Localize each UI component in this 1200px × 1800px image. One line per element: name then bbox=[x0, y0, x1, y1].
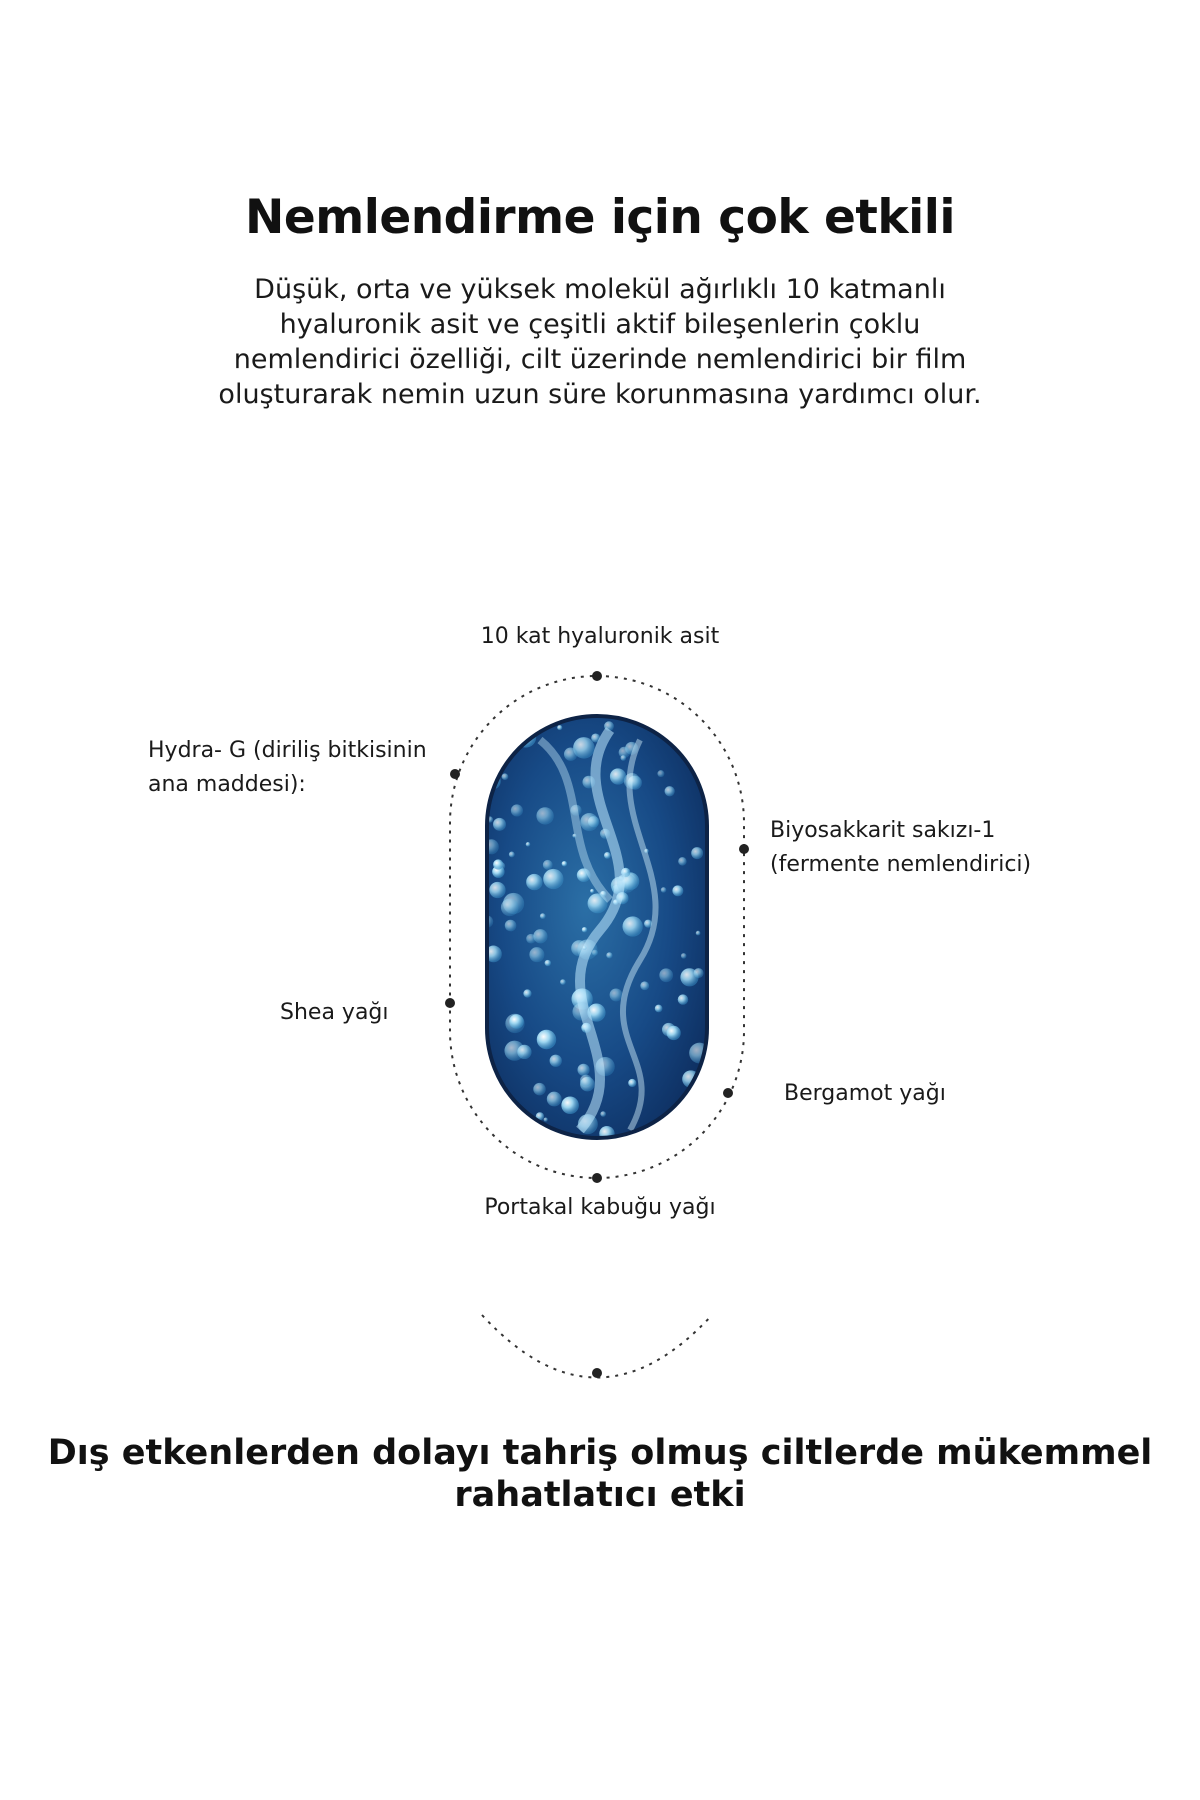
dot-bottom bbox=[592, 1173, 602, 1183]
bubble bbox=[509, 1014, 524, 1029]
bubble bbox=[502, 773, 509, 780]
bubble bbox=[610, 988, 623, 1001]
bubble bbox=[536, 807, 553, 824]
page-title: Nemlendirme için çok etkili bbox=[245, 190, 955, 245]
bubble bbox=[667, 1026, 681, 1040]
bubble bbox=[509, 852, 515, 858]
bubble bbox=[560, 979, 566, 985]
dot-left bbox=[445, 998, 455, 1008]
soothing-title: Dış etkenlerden dolayı tahriş olmuş ciltlerde mükemmel rahatlatıcı etki bbox=[47, 1433, 1153, 1515]
bubble bbox=[543, 869, 563, 889]
bubble bbox=[543, 860, 553, 870]
bubble bbox=[606, 952, 612, 958]
bubble bbox=[550, 1055, 562, 1067]
bubble bbox=[621, 755, 627, 761]
bubble bbox=[562, 861, 567, 866]
label-left-ingredient: Shea yağı bbox=[280, 1000, 389, 1025]
bubble bbox=[590, 889, 594, 893]
bubble bbox=[557, 725, 562, 730]
label-bottom-right-ingredient: Bergamot yağı bbox=[784, 1081, 946, 1106]
bubble bbox=[657, 770, 664, 777]
bubble bbox=[545, 960, 551, 966]
bubble bbox=[526, 874, 542, 890]
bubble bbox=[508, 713, 525, 730]
bubble bbox=[640, 981, 649, 990]
bubble bbox=[493, 818, 506, 831]
bubble bbox=[489, 882, 505, 898]
bubble bbox=[604, 852, 611, 859]
bubble bbox=[665, 786, 675, 796]
label-bottom-ingredient: Portakal kabuğu yağı bbox=[484, 1195, 716, 1220]
bubble bbox=[537, 1030, 556, 1049]
bubble bbox=[521, 729, 526, 734]
bubble bbox=[501, 899, 519, 917]
description-text: Düşük, orta ve yüksek molekül ağırlıklı 10 katmanlı hyaluronik asit ve çeşitli aktif bileşenlerin çoklu nemlendirici özelliği, cilt üzerinde nemlendirici bir film oluşturarak nemin uzun süre korunmasına yardımcı olur. bbox=[218, 274, 982, 410]
bubble bbox=[655, 1005, 663, 1013]
bubble bbox=[550, 1135, 554, 1139]
bubble bbox=[582, 927, 587, 932]
bubble bbox=[544, 1118, 548, 1122]
bubble bbox=[696, 931, 701, 936]
bubble bbox=[547, 1092, 562, 1107]
bubble bbox=[580, 1075, 592, 1087]
bubble bbox=[514, 708, 533, 727]
bubble bbox=[694, 968, 704, 978]
bubble bbox=[523, 989, 531, 997]
hyaluronic-molecule-image bbox=[480, 708, 710, 1142]
bubble bbox=[518, 1126, 530, 1138]
bubble bbox=[577, 1064, 589, 1076]
label-right-ingredient: Biyosakkarit sakızı-1 (fermente nemlendirici) bbox=[770, 818, 1032, 877]
dot-right bbox=[739, 844, 749, 854]
bubble bbox=[610, 768, 626, 784]
bubble bbox=[517, 1045, 531, 1059]
bubble bbox=[564, 747, 577, 760]
bubble bbox=[691, 847, 703, 859]
bubble bbox=[533, 929, 547, 943]
bubble bbox=[661, 887, 667, 893]
bubble bbox=[540, 913, 546, 919]
bubble bbox=[505, 920, 517, 932]
bubble bbox=[493, 859, 503, 869]
bubble bbox=[681, 953, 687, 959]
bubble bbox=[678, 857, 686, 865]
dot-lower-arc bbox=[592, 1368, 602, 1378]
bubble bbox=[580, 813, 598, 831]
bubble bbox=[659, 968, 673, 982]
bubble bbox=[672, 885, 683, 896]
dot-top bbox=[592, 671, 602, 681]
bubble bbox=[678, 994, 688, 1004]
bubble bbox=[628, 1079, 636, 1087]
bubble bbox=[526, 842, 531, 847]
bubble bbox=[533, 1083, 545, 1095]
bubble bbox=[511, 804, 523, 816]
bubble bbox=[622, 916, 642, 936]
bubble bbox=[529, 947, 544, 962]
label-top-ingredient: 10 kat hyaluronik asit bbox=[480, 624, 720, 649]
bubble bbox=[600, 1111, 606, 1117]
dot-bottom-right bbox=[723, 1088, 733, 1098]
bubble bbox=[561, 1096, 579, 1114]
bubble bbox=[677, 1111, 688, 1122]
label-top-left-ingredient: Hydra- G (diriliş bitkisinin ana maddesi): bbox=[148, 738, 427, 797]
